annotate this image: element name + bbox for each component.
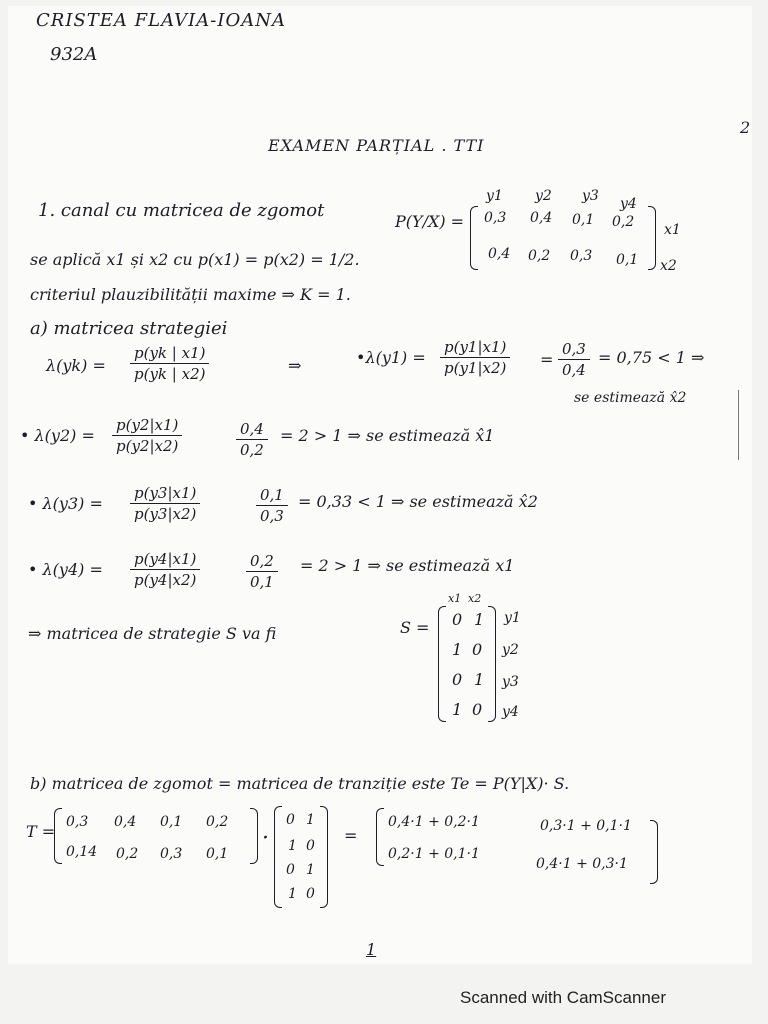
s-r4c2: 0 [472,700,483,719]
lambda2-fraction [112,416,182,455]
lambda1-result: = 0,75 < 1 ⇒ [598,348,705,367]
problem-line-2: se aplică x1 și x2 cu p(x1) = p(x2) = 1/2. [30,250,360,269]
m2-r4c2: 0 [306,886,315,902]
s-row-label-y1: y1 [504,610,521,626]
lambda3-fraction [130,484,200,523]
lambda4-result: = 2 > 1 ⇒ se estimează x1 [300,556,515,575]
col-header-y3: y3 [582,188,599,204]
s-r2c2: 0 [472,640,483,659]
result-r2c2: 0,4·1 + 0,3·1 [536,856,628,872]
part-a-heading: a) matricea strategiei [30,318,228,339]
m2-r3c1: 0 [286,862,295,878]
lambda2-result: = 2 > 1 ⇒ se estimează x̂1 [280,426,495,445]
row-label-x2: x2 [660,258,677,274]
lambda1-fraction [440,338,510,377]
lambda1-den: p(y1|x2) [444,359,507,377]
s-r3c1: 0 [452,670,463,689]
lambda1-vden: 0,4 [562,361,586,379]
noise-matrix-left-bracket [470,206,478,270]
problem-line-1: 1. canal cu matricea de zgomot [38,200,325,221]
noise-r1c1: 0,3 [484,210,507,226]
page-corner-number: 2 [740,118,751,137]
lambda3-den: p(y3|x2) [134,505,197,523]
result-equals: = [344,826,358,845]
result-left-bracket [376,808,384,866]
noise-r1c3: 0,1 [572,212,595,228]
lambda-def-den: p(yk | x2) [134,365,206,383]
s-r4c1: 1 [452,700,463,719]
m1-r1c3: 0,1 [160,814,183,830]
lambda3-result: = 0,33 < 1 ⇒ se estimează x̂2 [298,492,538,511]
s-matrix-left-bracket [438,606,446,722]
result-right-bracket [650,820,658,884]
lambda3-vnum: 0,1 [256,486,288,506]
lambda4-den: p(y4|x2) [134,571,197,589]
lambda-def-arrow: ⇒ [288,356,302,375]
noise-r1c2: 0,4 [530,210,553,226]
t-label: T = [26,822,56,841]
noise-r2c3: 0,3 [570,248,593,264]
s-row-label-y4: y4 [502,704,519,720]
s-r2c1: 1 [452,640,463,659]
m2-r2c1: 1 [288,838,297,854]
pyx-label: P(Y/X) = [395,212,465,231]
lambda2-vnum: 0,4 [236,420,268,440]
m1-r1c4: 0,2 [206,814,229,830]
row-label-x1: x1 [664,222,681,238]
lambda4-value-fraction [246,552,278,591]
group-number: 932A [50,44,98,65]
lambda3-value-fraction [256,486,288,525]
m2-r3c2: 1 [306,862,315,878]
s-r1c2: 1 [474,610,485,629]
m1-r2c1: 0,14 [66,844,98,860]
s-header-x2: x2 [468,592,482,605]
lambda4-num: p(y4|x1) [130,550,200,570]
result-r2c1: 0,2·1 + 0,1·1 [388,846,480,862]
m2-r2c2: 0 [306,838,315,854]
margin-line [738,390,739,460]
result-r1c2: 0,3·1 + 0,1·1 [540,818,632,834]
page-title: EXAMEN PARȚIAL . TTI [268,136,485,155]
m1-r2c3: 0,3 [160,846,183,862]
noise-r2c4: 0,1 [616,252,639,268]
col-header-y2: y2 [535,188,552,204]
s-row-label-y2: y2 [502,642,519,658]
lambda-def-left: λ(yk) = [46,356,106,375]
lambda4-fraction [130,550,200,589]
noise-r1c4: 0,2 [612,214,635,230]
lambda1-left: •λ(y1) = [356,348,426,367]
lambda3-left: • λ(y3) = [28,494,103,513]
s-header-x1: x1 [448,592,462,605]
author-name: CRISTEA FLAVIA-IOANA [36,10,286,31]
page-number: 1 [366,940,377,959]
lambda2-value-fraction [236,420,268,459]
m1-r2c2: 0,2 [116,846,139,862]
problem-line-3: criteriul plauzibilității maxime ⇒ K = 1. [30,285,351,304]
lambda4-left: • λ(y4) = [28,560,103,579]
s-matrix-right-bracket [488,606,496,722]
lambda2-left: • λ(y2) = [20,426,95,445]
col-header-y1: y1 [486,188,503,204]
multiply-dot: · [262,826,269,851]
noise-matrix-right-bracket [648,206,656,270]
m1-right-bracket [250,808,258,864]
s-r3c2: 1 [474,670,485,689]
lambda1-vnum: 0,3 [558,340,590,360]
part-b-heading: b) matricea de zgomot = matricea de tranziție este Te = P(Y|X)· S. [30,774,570,793]
m2-r4c1: 1 [288,886,297,902]
strategy-text: ⇒ matricea de strategie S va fi [28,624,277,643]
s-row-label-y3: y3 [502,674,519,690]
lambda2-vden: 0,2 [240,441,264,459]
m1-left-bracket [54,808,62,864]
lambda2-num: p(y2|x1) [112,416,182,436]
lambda1-eq: = [540,350,554,369]
m2-r1c1: 0 [286,812,295,828]
lambda1-value-fraction [558,340,590,379]
lambda4-vnum: 0,2 [246,552,278,572]
lambda1-estimate: se estimează x̂2 [574,390,687,406]
m2-left-bracket [274,806,282,908]
noise-r2c2: 0,2 [528,248,551,264]
lambda3-num: p(y3|x1) [130,484,200,504]
col-header-y4: y4 [620,196,637,212]
m1-r1c2: 0,4 [114,814,137,830]
m2-right-bracket [320,806,328,908]
s-label: S = [400,618,430,637]
lambda4-vden: 0,1 [250,573,274,591]
lambda3-vden: 0,3 [260,507,284,525]
lambda2-den: p(y2|x2) [116,437,179,455]
m2-r1c2: 1 [306,812,315,828]
noise-r2c1: 0,4 [488,246,511,262]
lambda-def-num: p(yk | x1) [130,344,209,364]
lambda-def-fraction [130,344,209,383]
lambda1-num: p(y1|x1) [440,338,510,358]
m1-r1c1: 0,3 [66,814,89,830]
m1-r2c4: 0,1 [206,846,229,862]
scanner-watermark: Scanned with CamScanner [460,988,667,1007]
result-r1c1: 0,4·1 + 0,2·1 [388,814,480,830]
s-r1c1: 0 [452,610,463,629]
